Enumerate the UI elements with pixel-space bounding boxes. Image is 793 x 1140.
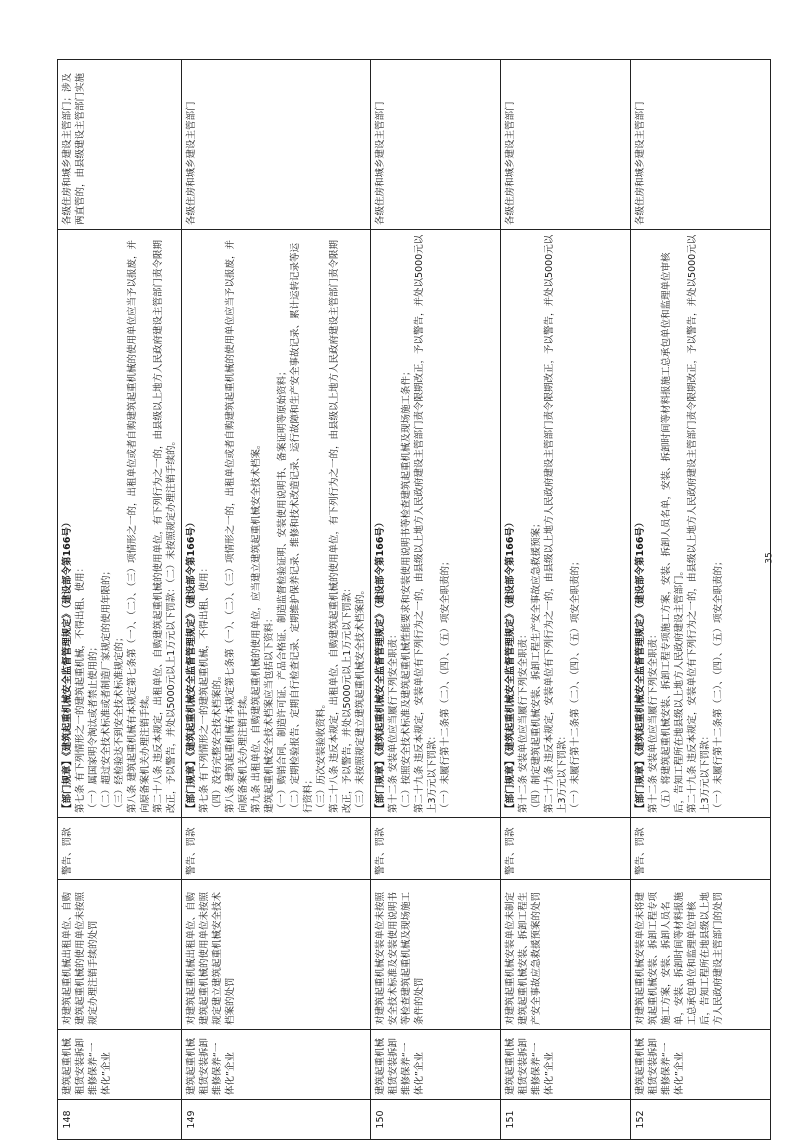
item-sub-item: 对建筑起重机械安装单位未按照安全技术标准及安装使用说明书等检查建筑起重机械及现场施工条件的处罚 xyxy=(371,880,501,1030)
basis-line: （三）经检验达不到安全技术标准规定的； xyxy=(114,632,125,813)
basis-line: 第八条 建筑起重机械有本规定第七条第（一）、（二）、（三）项情形之一的，出租单位或者自购建筑起重机械的使用单位应当予以报废，并向原备案机关办理注销手续。 xyxy=(225,239,249,813)
basis-line: 【部门规章】《建筑起重机械安全监督管理规定》（建设部令第166号） xyxy=(635,517,646,813)
table-row xyxy=(501,60,631,1140)
basis-line: （二）按照安全技术标准及建筑起重机械性能要求和安装使用说明书等检查建筑起重机械及现场施工条件； xyxy=(401,366,412,813)
item-name: 建筑起重机械租赁安装拆卸维修保养“一体化”企业 xyxy=(58,1030,182,1100)
item-legal-basis xyxy=(371,230,501,818)
rotated-table-wrapper xyxy=(57,60,757,1140)
item-number: 150 xyxy=(371,1100,501,1140)
item-sub-item: 对建筑起重机械安装单位未将建筑起重机械安装、拆卸工程专项施工方案，安装、拆卸人员名单，安装、拆卸时间等材料报施工总承包单位和监理单位审核后，告知工程所在地县级以上地方人民政府建设主管部门的处罚 xyxy=(631,880,771,1030)
item-legal-basis xyxy=(182,230,371,818)
item-number: 148 xyxy=(58,1100,182,1140)
item-name: 建筑起重机械租赁安装拆卸维修保养“一体化”企业 xyxy=(371,1030,501,1100)
table-row xyxy=(182,60,371,1140)
item-legal-basis xyxy=(501,230,631,818)
basis-line: （一）购销合同、制造许可证、产品合格证、制造监督检验证明、安装使用说明书、备案证明等原始资料； xyxy=(277,366,288,813)
basis-line: （一）属国家明令淘汰或者禁止使用的； xyxy=(88,641,99,813)
basis-line: 第九条 出租单位、自购建筑起重机械的使用单位，应当建立建筑起重机械安全技术档案。 xyxy=(251,439,262,813)
basis-line: 第七条 有下列情形之一的建筑起重机械，不得出租、使用： xyxy=(75,562,86,813)
basis-line: 第二十八条 违反本规定，出租单位、自购建筑起重机械的使用单位，有下列行为之一的，由县级以上地方人民政府建设主管部门责令限期改正，予以警告，并处以5000元以上1万元以下罚款：（二）未按照规定办理注销手续的。 xyxy=(153,239,177,813)
table-row xyxy=(371,60,501,1140)
item-type: 警告、罚款 xyxy=(182,818,371,880)
basis-line: （三）未按照规定建立建筑起重机械安全技术档案的。 xyxy=(355,584,366,813)
basis-line: 第二十八条 违反本规定，出租单位、自购建筑起重机械的使用单位，有下列行为之一的，由县级以上地方人民政府建设主管部门责令限期改正，予以警告，并处以5000元以上1万元以下罚款： xyxy=(329,239,353,813)
basis-line: 【部门规章】《建筑起重机械安全监督管理规定》（建设部令第166号） xyxy=(62,517,73,813)
item-sub-item: 对建筑起重机械出租单位、自购建筑起重机械的使用单位未按照规定办理注销手续的处罚 xyxy=(58,880,182,1030)
penalty-items-table xyxy=(57,59,771,1140)
item-implementing-dept: 各级住房和城乡建设主管部门 xyxy=(501,60,631,230)
item-sub-item: 对建筑起重机械出租单位、自购建筑起重机械的使用单位未按照规定建立建筑起重机械安全技术档案的处罚 xyxy=(182,880,371,1030)
basis-line: （二）超过安全技术标准或者制造厂家规定的使用年限的； xyxy=(101,565,112,813)
basis-line: 第二十九条 违反本规定，安装单位有下列行为之一的，由县级以上地方人民政府建设主管部门责令限期改正，予以警告，并处以5000元以上3万元以下罚款： xyxy=(544,234,568,813)
item-type: 警告、罚款 xyxy=(371,818,501,880)
basis-line: 第二十九条 违反本规定，安装单位有下列行为之一的，由县级以上地方人民政府建设主管部门责令限期改正，予以警告，并处以5000元以上3万元以下罚款： xyxy=(687,234,711,813)
basis-line: 【部门规章】《建筑起重机械安全监督管理规定》（建设部令第166号） xyxy=(186,517,197,813)
basis-line: 【部门规章】《建筑起重机械安全监督管理规定》（建设部令第166号） xyxy=(505,517,516,813)
item-type: 警告、罚款 xyxy=(501,818,631,880)
basis-line: 第十二条 安装单位应当履行下列安全职责： xyxy=(388,629,399,813)
table-row xyxy=(58,60,182,1140)
item-implementing-dept: 各级住房和城乡建设主管部门 xyxy=(631,60,771,230)
basis-line: 【部门规章】《建筑起重机械安全监督管理规定》（建设部令第166号） xyxy=(375,517,386,813)
basis-line: 第十二条 安装单位应当履行下列安全职责： xyxy=(648,629,659,813)
basis-line: （一）未履行第十二条第（二）、（四）、（五）项安全职责的； xyxy=(713,556,724,813)
basis-line: 第十二条 安装单位应当履行下列安全职责： xyxy=(518,629,529,813)
item-legal-basis xyxy=(631,230,771,818)
basis-line: （四）没有完整安全技术档案的。 xyxy=(212,670,223,813)
item-type: 警告、罚款 xyxy=(631,818,771,880)
item-number: 149 xyxy=(182,1100,371,1140)
basis-line: （一）未履行第十二条第（二）、（四）、（五）项安全职责的； xyxy=(570,556,581,813)
item-name: 建筑起重机械租赁安装拆卸维修保养“一体化”企业 xyxy=(501,1030,631,1100)
item-implementing-dept: 各级住房和城乡建设主管部门 xyxy=(182,60,371,230)
item-number: 151 xyxy=(501,1100,631,1140)
item-number: 152 xyxy=(631,1100,771,1140)
basis-line: （四）制定建筑起重机械安装、拆卸工程生产安全事故应急救援预案； xyxy=(531,518,542,813)
basis-line: 第二十九条 违反本规定，安装单位有下列行为之一的，由县级以上地方人民政府建设主管部门责令限期改正，予以警告，并处以5000元以上3万元以下罚款： xyxy=(414,234,438,813)
basis-line: 第八条 建筑起重机械有本规定第七条第（一）、（二）、（三）项情形之一的，出租单位或者自购建筑起重机械的使用单位应当予以报废，并向原备案机关办理注销手续。 xyxy=(127,239,151,813)
item-implementing-dept: 各级住房和城乡建设主管部门；涉及两直管的，由县级建设主管部门实施 xyxy=(58,60,182,230)
item-implementing-dept: 各级住房和城乡建设主管部门 xyxy=(371,60,501,230)
basis-line: （二）定期检验报告、定期自行检查记录、定期维护保养记录、维修和技术改造记录、运行故障和生产安全事故记录、累计运转记录等运行资料； xyxy=(290,242,314,813)
item-name: 建筑起重机械租赁安装拆卸维修保养“一体化”企业 xyxy=(631,1030,771,1100)
basis-line: （五）将建筑起重机械安装、拆卸工程专项施工方案，安装、拆卸人员名单，安装、拆卸时间等材料报施工总承包单位和监理单位审核后，告知工程所在地县级以上地方人民政府建设主管部门。 xyxy=(661,252,685,813)
basis-line: （一）未履行第十二条第（二）、（四）、（五）项安全职责的； xyxy=(440,556,451,813)
basis-line: 第七条 有下列情形之一的建筑起重机械，不得出租、使用： xyxy=(199,562,210,813)
item-name: 建筑起重机械租赁安装拆卸维修保养“一体化”企业 xyxy=(182,1030,371,1100)
item-legal-basis xyxy=(58,230,182,818)
item-sub-item: 对建筑起重机械安装单位未制定建筑起重机械安装、拆卸工程生产安全事故应急救援预案的处罚 xyxy=(501,880,631,1030)
table-row xyxy=(631,60,771,1140)
basis-line: （三）历次安装验收资料。 xyxy=(316,698,327,813)
table-body xyxy=(58,60,771,1140)
item-type: 警告、罚款 xyxy=(58,818,182,880)
page-number: 35 xyxy=(764,552,775,564)
basis-line: 建筑起重机械安全技术档案应当包括以下资料： xyxy=(264,613,275,813)
